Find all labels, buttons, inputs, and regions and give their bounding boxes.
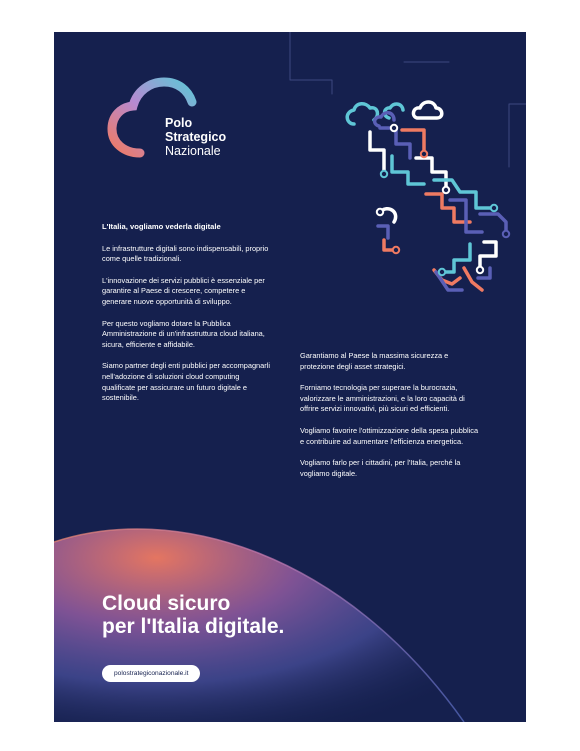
intro-paragraph: Le infrastrutture digitali sono indispensabili, proprio come quelle tradizionali. (102, 243, 269, 264)
poster (54, 32, 526, 722)
goals-paragraph: Vogliamo farlo per i cittadini, per l'Italia, perché la vogliamo digitale. (300, 458, 461, 478)
headline-line-1: Cloud sicuro (102, 592, 231, 615)
headline-line-2: per l'Italia digitale. (102, 615, 285, 638)
goals-paragraph: Forniamo tecnologia per superare la burocrazia, valorizzare le amministrazioni, e la loro capacità di offrire servizi innovativi, più sicuri ed efficienti. (300, 383, 465, 414)
italy-circuit-map-icon (284, 32, 526, 302)
intro-column (102, 222, 272, 415)
intro-paragraph: Per questo vogliamo dotare la Pubblica Amministrazione di un'infrastruttura cloud italiana, sicura, efficiente e affidabile. (102, 318, 265, 349)
intro-heading: L'Italia, vogliamo vederla digitale (102, 222, 221, 231)
intro-paragraph: Siamo partner degli enti pubblici per accompagnarli nell'adozione di soluzioni cloud computing qualificate per assicurare un futuro digitale e sostenibile. (102, 361, 271, 403)
brand-line-2: Strategico (165, 130, 227, 144)
brand-name (165, 116, 226, 158)
website-link[interactable]: polostrategiconazionale.it (102, 665, 200, 682)
brand-line-3: Nazionale (165, 144, 221, 158)
intro-paragraph: L'innovazione dei servizi pubblici è essenziale per garantire al Paese di crescere, competere e generare nuove opportunità di sviluppo. (102, 275, 265, 306)
headline (102, 592, 284, 638)
goals-column (300, 351, 480, 490)
brand-line-1: Polo (165, 116, 193, 130)
goals-paragraph: Vogliamo favorire l'ottimizzazione della spesa pubblica e contribuire ad aumentare l'efficienza energetica. (300, 425, 479, 446)
goals-paragraph: Garantiamo al Paese la massima sicurezza e protezione degli asset strategici. (300, 351, 449, 371)
